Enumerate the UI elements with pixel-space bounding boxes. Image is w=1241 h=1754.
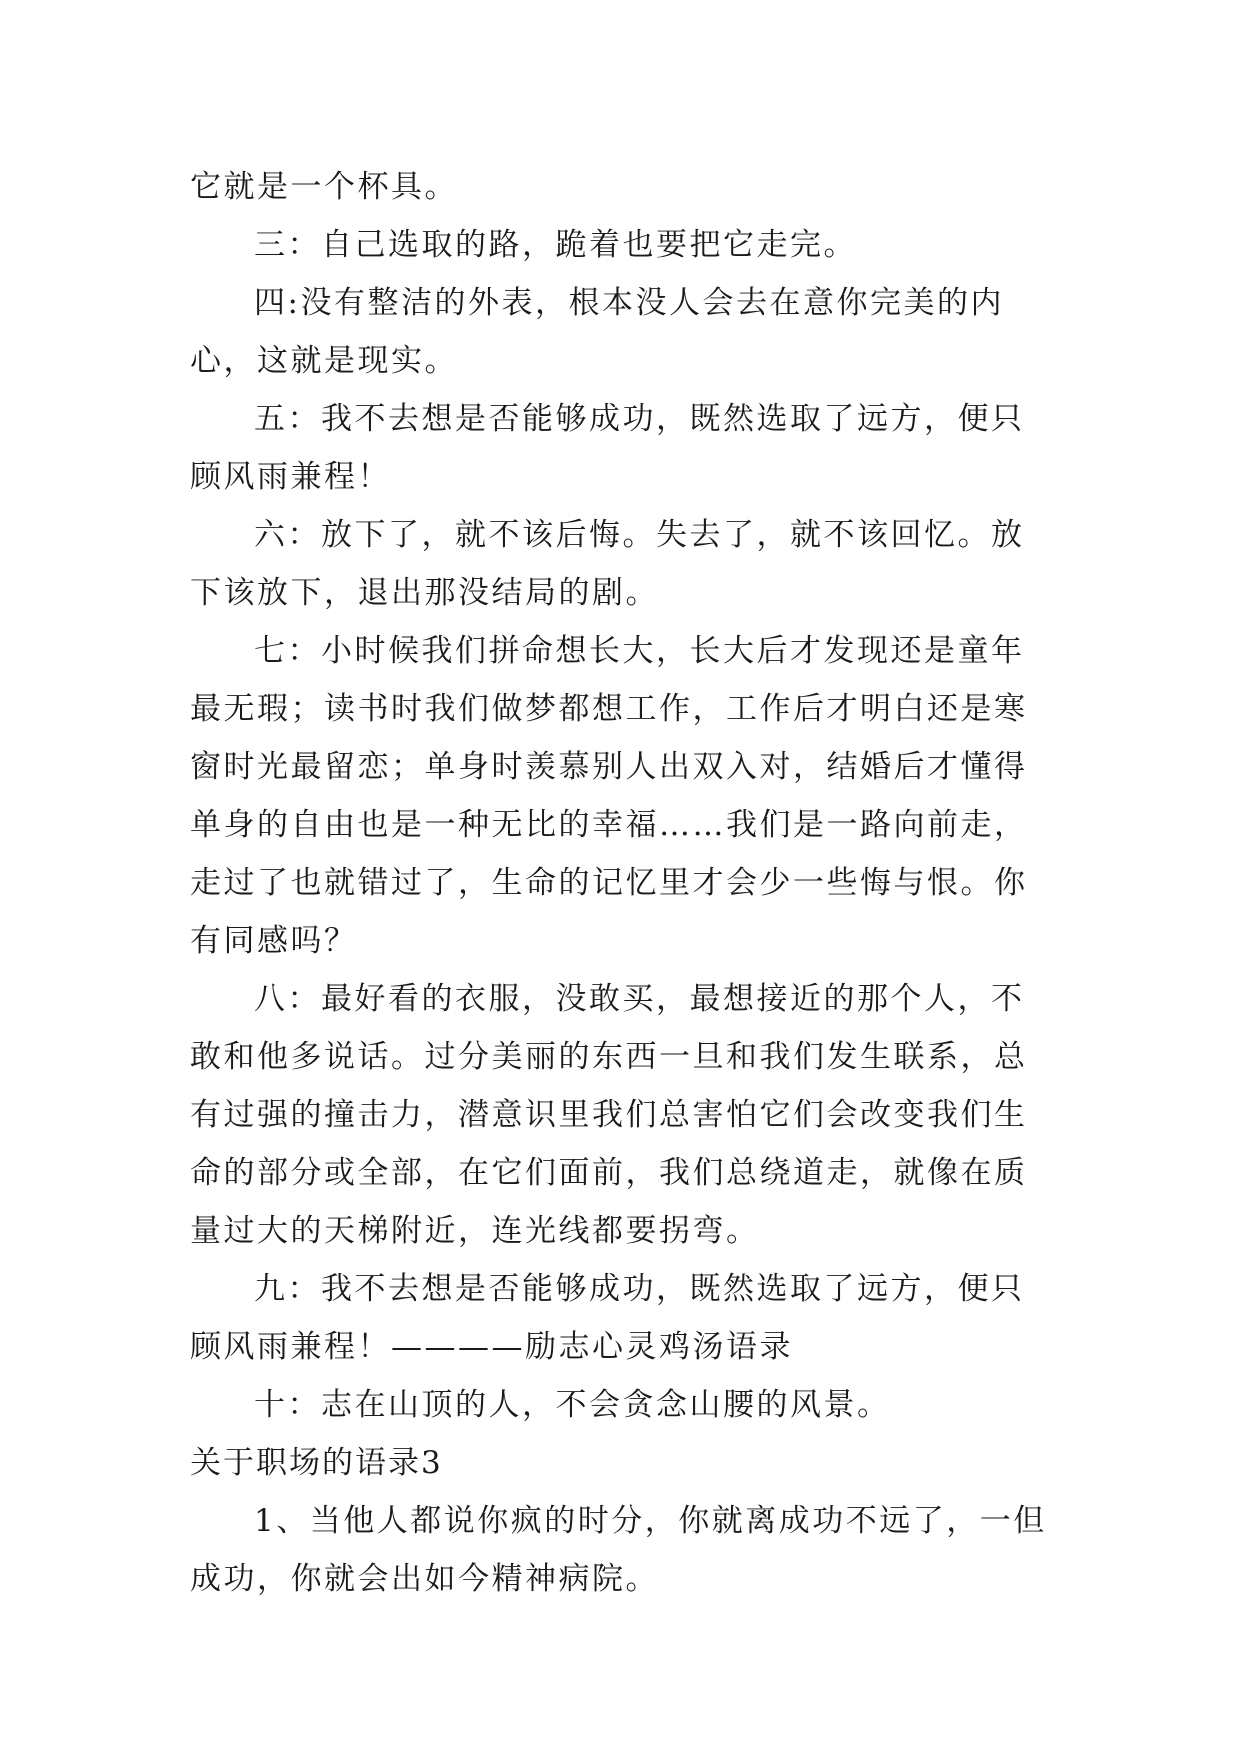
- quote-item-6: 六：放下了，就不该后悔。失去了，就不该回忆。放下该放下，退出那没结局的剧。: [190, 517, 1025, 611]
- quote-item-5: 五：我不去想是否能够成功，既然选取了远方，便只顾风雨兼程！: [190, 401, 1025, 495]
- quote-item-9: 九：我不去想是否能够成功，既然选取了远方，便只顾风雨兼程！————励志心灵鸡汤语录: [190, 1271, 1025, 1365]
- quote-item-3: 三：自己选取的路，跪着也要把它走完。: [254, 227, 857, 263]
- quote-item-1: 1、当他人都说你疯的时分，你就离成功不远了，一但成功，你就会出如今精神病院。: [190, 1503, 1047, 1597]
- quote-item-4: 四:没有整洁的外表，根本没人会去在意你完美的内心，这就是现实。: [190, 285, 1004, 379]
- quote-item-7: 七：小时候我们拼命想长大，长大后才发现还是童年最无瑕；读书时我们做梦都想工作，工作后才明白还是寒窗时光最留恋；单身时羡慕别人出双入对，结婚后才懂得单身的自由也是一种无比的幸福……我们是一路向前走，走过了也就错过了，生命的记忆里才会少一些悔与恨。你有同感吗？: [190, 633, 1028, 959]
- quote-item-10: 十：志在山顶的人，不会贪念山腰的风景。: [254, 1387, 891, 1423]
- section-heading: 关于职场的语录3: [190, 1445, 443, 1481]
- document-body: [190, 158, 1050, 1608]
- paragraph-continuation: 它就是一个杯具。: [190, 169, 458, 205]
- quote-item-8: 八：最好看的衣服，没敢买，最想接近的那个人，不敢和他多说话。过分美丽的东西一旦和我们发生联系，总有过强的撞击力，潜意识里我们总害怕它们会改变我们生命的部分或全部，在它们面前，我们总绕道走，就像在质量过大的天梯附近，连光线都要拐弯。: [190, 981, 1028, 1249]
